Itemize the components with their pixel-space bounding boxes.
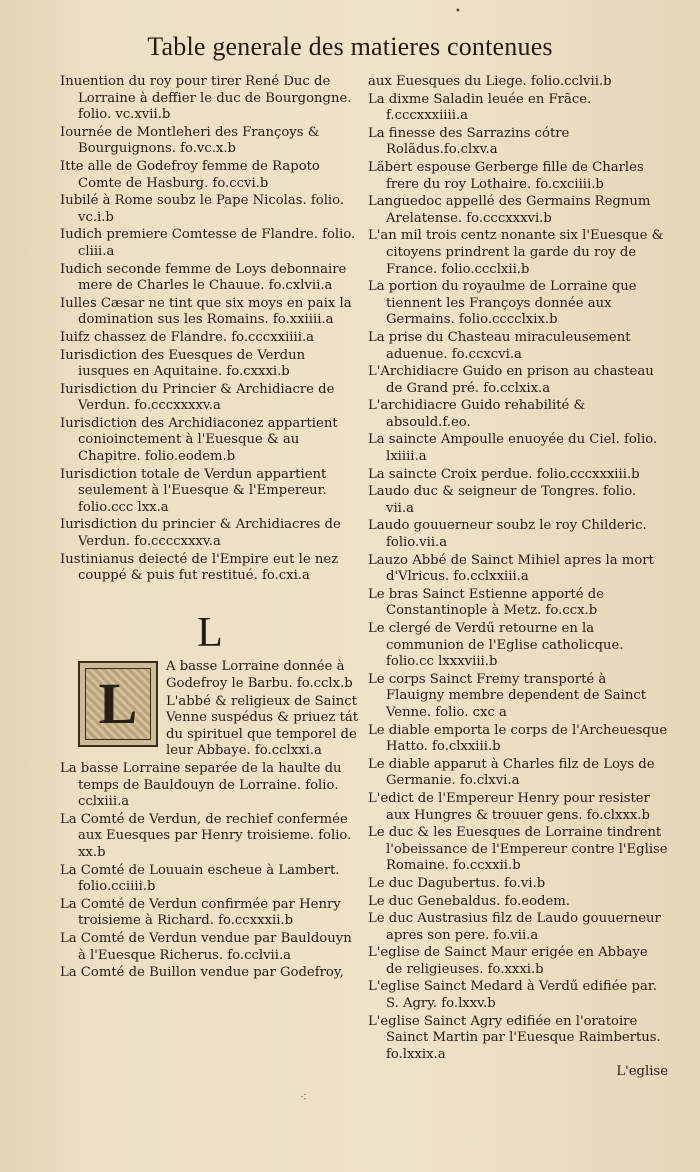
index-entry: La prise du Chasteau miraculeusement aduenue. fo.ccxcvi.a — [368, 329, 631, 362]
index-entry: Le corps Sainct Fremy transporté à Flauigny membre dependent de Sainct Venne. folio. cxc a — [368, 671, 647, 720]
index-entry: Le diable apparut à Charles filz de Loys de Germanie. fo.clxvi.a — [368, 756, 655, 789]
index-entry: La Comté de Verdun, de rechief confermée aux Euesques par Henry troisieme. folio. xx.b — [60, 811, 352, 860]
index-entry: Le diable emporta le corps de l'Archeuesque Hatto. fo.clxxiii.b — [368, 722, 668, 755]
index-entry: L'eglise Sainct Agry edifiée en l'oratoire Sainct Martin par l'Euesque Raimbertus. fo.lxxix.a — [368, 1013, 661, 1062]
page-title: Table generale des matieres contenues — [147, 32, 553, 61]
page-mark: • — [455, 6, 461, 17]
index-entry: Iulles Cæsar ne tint que six moys en paix la domination sus les Romains. fo.xxiiii.a — [60, 295, 352, 328]
index-entry: L'eglise de Sainct Maur erigée en Abbaye de religieuses. fo.xxxi.b — [368, 945, 648, 977]
index-entry: Iudich premiere Comtesse de Flandre. folio. cliii.a — [60, 227, 356, 259]
index-entry: Le clergé de Verdű retourne en la communion de l'Eglise catholicque. folio.cc lxxxviii.b — [368, 621, 624, 670]
index-entry: Iurisdiction du princier & Archidiacres de Verdun. fo.ccccxxxv.a — [60, 517, 341, 550]
index-entry: L'Archidiacre Guido en prison au chasteau de Grand pré. fo.cclxix.a — [368, 364, 654, 396]
index-entry: L'eglise Sainct Medard à Verdű edifiée par. S. Agry. fo.lxxv.b — [368, 979, 657, 1012]
index-entry: Iurisdiction totale de Verdun appartient seulement à l'Euesque & l'Empereur. folio.ccc lxx.a — [60, 466, 327, 515]
index-entry: Laudo gouuerneur soubz le roy Childeric. folio.vii.a — [368, 518, 647, 551]
index-entry: La Comté de Verdun vendue par Bauldouyn à l'Euesque Richerus. fo.cclvii.a — [60, 930, 352, 963]
drop-cap-block — [60, 659, 360, 761]
index-entry: La Comté de Louuain escheue à Lambert. folio.cciiii.b — [60, 862, 340, 895]
index-entry: Iurisdiction du Princier & Archidiacre de Verdun. fo.cccxxxxv.a — [60, 381, 335, 414]
decorated-initial — [78, 661, 158, 747]
index-entry: Läbert espouse Gerberge fille de Charles frere du roy Lothaire. fo.cxciiii.b — [368, 159, 644, 192]
index-entry: Iurisdiction des Euesques de Verdun iusques en Aquitaine. fo.cxxxi.b — [60, 347, 306, 380]
index-entry: Iuifz chassez de Flandre. fo.cccxxiiii.a — [60, 329, 314, 345]
index-entry: Le duc & les Euesques de Lorraine tindrent l'obeissance de l'Empereur contre l'Eglise Romaine. fo.ccxxii.b — [368, 825, 668, 874]
index-entry: aux Euesques du Liege. folio.cclvii.b — [368, 74, 612, 89]
right-column — [368, 74, 668, 1082]
index-entry: Laudo duc & seigneur de Tongres. folio. vii.a — [368, 484, 637, 516]
index-entry: Lauzo Abbé de Sainct Mihiel apres la mort d'Vlricus. fo.cclxxiii.a — [368, 552, 654, 585]
left-column — [60, 74, 360, 983]
index-entry: Le duc Dagubertus. fo.vi.b — [368, 875, 546, 891]
index-entry: La basse Lorraine separée de la haulte du temps de Bauldouyn de Lorraine. folio. cclxiii.a — [60, 760, 342, 810]
index-entry: Itte alle de Godefroy femme de Rapoto Comte de Hasburg. fo.ccvi.b — [60, 158, 320, 191]
index-entry: La saincte Croix perdue. folio.cccxxxiii.b — [368, 466, 640, 482]
index-entry: L'abbé & religieux de Sainct Venne suspédus & priuez tát du spirituel que temporel de leur Abbaye. fo.cclxxi.a — [166, 693, 359, 759]
index-entry: Iurisdiction des Archidiaconez appartient conioinctement à l'Euesque & au Chapitre. folio.eodem.b — [60, 415, 338, 465]
index-entry: Iubilé à Rome soubz le Pape Nicolas. folio. vc.i.b — [60, 193, 345, 225]
index-entry: La Comté de Buillon vendue par Godefroy, — [60, 965, 344, 981]
index-entry: Iournée de Montleheri des Françoys & Bourguignons. fo.vc.x.b — [60, 124, 320, 157]
index-entry: L'archidiacre Guido rehabilité & absould.f.eo. — [368, 398, 586, 430]
ink-smudge: ⁖ — [300, 1090, 308, 1104]
index-entry: Le duc Austrasius filz de Laudo gouuerneur apres son pere. fo.vii.a — [368, 911, 661, 943]
catchword: L'eglise — [616, 1064, 668, 1080]
index-entry: La finesse des Sarrazins cótre Rolãdus.fo.clxv.a — [368, 125, 570, 158]
initial-letter: L — [98, 671, 138, 737]
index-entry: Le bras Sainct Estienne apporté de Constantinople à Metz. fo.ccx.b — [368, 586, 605, 619]
index-entry: La saincte Ampoulle enuoyée du Ciel. folio. lxiiii.a — [368, 432, 658, 465]
section-letter: L — [197, 609, 223, 656]
index-entry: Iudich seconde femme de Loys debonnaire mere de Charles le Chauue. fo.cxlvii.a — [60, 261, 347, 294]
index-entry: Iustinianus deiecté de l'Empire eut le nez couppé & puis fut restitué. fo.cxi.a — [60, 551, 339, 584]
index-entry: Inuention du roy pour tirer René Duc de Lorraine à deffier le duc de Bourgongne. folio. vc.xvii.b — [60, 74, 352, 123]
index-entry: L'an mil trois centz nonante six l'Euesque & citoyens prindrent la garde du roy de France. folio.ccclxii.b — [368, 228, 664, 277]
index-entry: La Comté de Verdun confirmée par Henry troisieme à Richard. fo.ccxxxii.b — [60, 896, 341, 929]
index-entry: Languedoc appellé des Germains Regnum Arelatense. fo.cccxxxvi.b — [368, 194, 651, 226]
index-entry: La dixme Saladin leuée en Frãce. f.cccxxxiiii.a — [368, 91, 592, 124]
index-entry: La portion du royaulme de Lorraine que tiennent les Françoys donnée aux Germains. folio.cccclxix.b — [368, 279, 637, 328]
index-entry: A basse Lorraine donnée à Godefroy le Barbu. fo.cclx.b — [166, 659, 353, 691]
index-entry: Le duc Genebaldus. fo.eodem. — [368, 893, 570, 909]
index-entry: L'edict de l'Empereur Henry pour resister aux Hungres & trouuer gens. fo.clxxx.b — [368, 790, 650, 823]
